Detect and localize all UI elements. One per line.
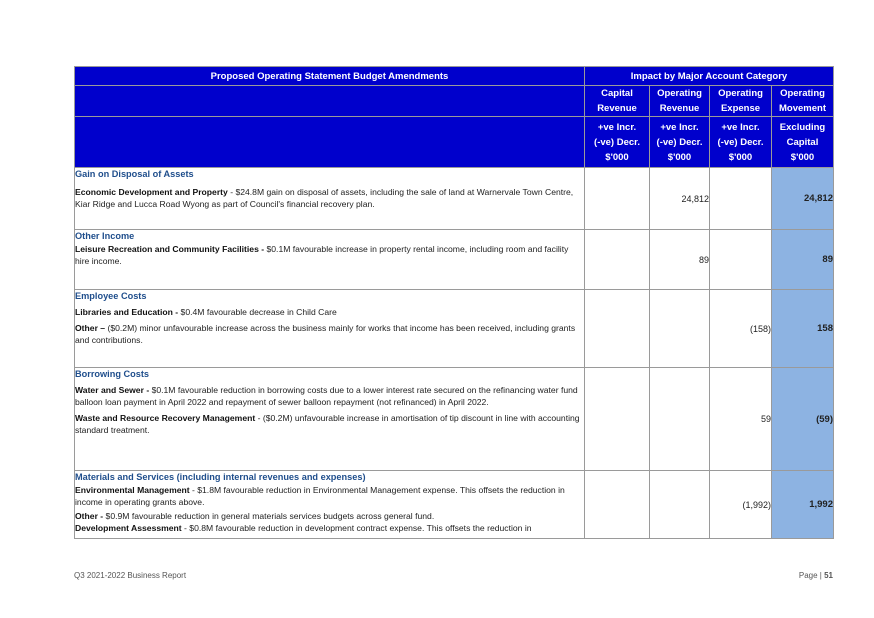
header-blank [75, 86, 585, 117]
units-line: +ve Incr. [660, 121, 699, 133]
units-line: $'000 [667, 151, 692, 163]
units-line: Capital [786, 136, 819, 148]
table-row [75, 168, 834, 230]
col-header-operating-movement [772, 86, 834, 117]
operating-expense-value: (1,992) [710, 471, 772, 539]
col-header-operating-expense [710, 86, 772, 117]
units-line: $'000 [605, 151, 629, 163]
capital-revenue-value [585, 290, 650, 368]
col-header-line: Expense [720, 103, 761, 114]
operating-expense-value [710, 168, 772, 230]
line-item-label: Other - [75, 511, 104, 521]
operating-revenue-value: 89 [650, 230, 710, 290]
operating-expense-value: (158) [710, 290, 772, 368]
line-item-text: $0.4M favourable decrease in Child Care [178, 307, 337, 317]
line-item-text: ($0.2M) minor unfavourable increase across the business mainly for works that income has been received, including grants and contributions. [75, 323, 576, 345]
section-title: Other Income [75, 231, 135, 241]
units-line: $'000 [790, 151, 815, 163]
operating-revenue-value: 24,812 [650, 168, 710, 230]
units-line: (-ve) Decr. [656, 136, 703, 148]
line-item-label: Economic Development and Property [75, 187, 228, 197]
col-header-line: Movement [779, 103, 826, 114]
line-item [75, 186, 584, 210]
operating-revenue-value [650, 368, 710, 471]
capital-revenue-value [585, 368, 650, 471]
units-capital-revenue [585, 117, 650, 168]
line-item-label: Water and Sewer - [75, 385, 150, 395]
row-description [75, 368, 585, 471]
section-title: Employee Costs [75, 291, 147, 301]
page-number: 51 [824, 571, 833, 580]
col-header-line: Capital [601, 88, 633, 99]
line-item [75, 510, 584, 522]
units-line: (-ve) Decr. [717, 136, 764, 148]
operating-revenue-value [650, 290, 710, 368]
col-header-line: Operating [780, 88, 825, 99]
operating-movement-value: 24,812 [772, 168, 834, 230]
line-item-text: $0.9M favourable reduction in general materials services budgets across general fund. [103, 511, 435, 521]
line-item-text: - $1.8M favourable reduction in Environmental Management expense. This offsets the reduction in income in operating grants above. [75, 485, 565, 507]
operating-movement-value: 1,992 [772, 471, 834, 539]
line-item-text: $0.1M favourable reduction in borrowing costs due to a lower interest rate secured on the refinancing water fund balloon loan payment in April 2022 and repayment of sewer balloon repayment (not refinanced) in April 2022. [75, 385, 578, 407]
operating-revenue-value [650, 471, 710, 539]
units-operating-revenue [650, 117, 710, 168]
col-header-line: Revenue [597, 103, 637, 114]
line-item-label: Environmental Management [75, 485, 190, 495]
operating-expense-value: 59 [710, 368, 772, 471]
col-header-line: Operating [657, 88, 702, 99]
line-item-label: Leisure Recreation and Community Facilities - [75, 244, 265, 254]
col-header-operating-revenue [650, 86, 710, 117]
line-item [75, 322, 584, 346]
operating-expense-value [710, 230, 772, 290]
line-item-text: - $24.8M gain on disposal of assets, including the sale of land at Warnervale Town Centre, Kiar Ridge and Lucca Road Wyong as part of Council's financial recovery plan. [75, 187, 574, 209]
line-item [75, 484, 584, 508]
line-item-label: Development Assessment [75, 523, 182, 533]
units-line: (-ve) Decr. [594, 136, 640, 148]
section-title: Gain on Disposal of Assets [75, 169, 194, 179]
col-header-capital-revenue [585, 86, 650, 117]
row-description [75, 230, 585, 290]
line-item-label: Waste and Resource Recovery Management [75, 413, 256, 423]
capital-revenue-value [585, 168, 650, 230]
page-label: Page | [798, 571, 825, 580]
row-description-clip [75, 471, 584, 535]
row-description [75, 290, 585, 368]
operating-movement-value: 89 [772, 230, 834, 290]
line-item [75, 412, 584, 436]
units-operating-expense [710, 117, 772, 168]
table-title: Proposed Operating Statement Budget Amendments [75, 67, 585, 86]
table-row [75, 230, 834, 290]
footer-report-title: Q3 2021-2022 Business Report [74, 571, 187, 580]
units-line: +ve Incr. [597, 121, 637, 133]
header-blank [75, 117, 585, 168]
line-item [75, 306, 584, 318]
line-item [75, 522, 584, 534]
section-title: Borrowing Costs [75, 369, 150, 379]
budget-amendments-table [74, 66, 834, 539]
units-line: +ve Incr. [721, 121, 760, 133]
table-row [75, 290, 834, 368]
operating-movement-value: 158 [772, 290, 834, 368]
line-item [75, 243, 584, 267]
line-item [75, 384, 584, 408]
table-row [75, 471, 834, 539]
units-line: $'000 [728, 151, 753, 163]
capital-revenue-value [585, 471, 650, 539]
footer-page-number [799, 571, 833, 580]
row-description [75, 168, 585, 230]
column-group-title: Impact by Major Account Category [585, 67, 834, 86]
row-description [75, 471, 585, 539]
table-row [75, 368, 834, 471]
col-header-line: Operating [718, 88, 763, 99]
capital-revenue-value [585, 230, 650, 290]
col-header-line: Revenue [659, 103, 700, 114]
line-item-text: - $0.8M favourable reduction in development contract expense. This offsets the reduction in [181, 523, 532, 533]
units-line: Excluding [779, 121, 826, 133]
line-item-label: Other – [75, 323, 106, 333]
line-item-label: Libraries and Education - [75, 307, 179, 317]
operating-movement-value: (59) [772, 368, 834, 471]
section-title: Materials and Services (including internal revenues and expenses) [75, 472, 366, 482]
line-item-text: $0.1M favourable increase in property rental income, including room and facility hire income. [75, 244, 569, 266]
line-item-text: - ($0.2M) unfavourable increase in amortisation of tip discount in line with accounting standard treatment. [75, 413, 580, 435]
units-operating-movement [772, 117, 834, 168]
